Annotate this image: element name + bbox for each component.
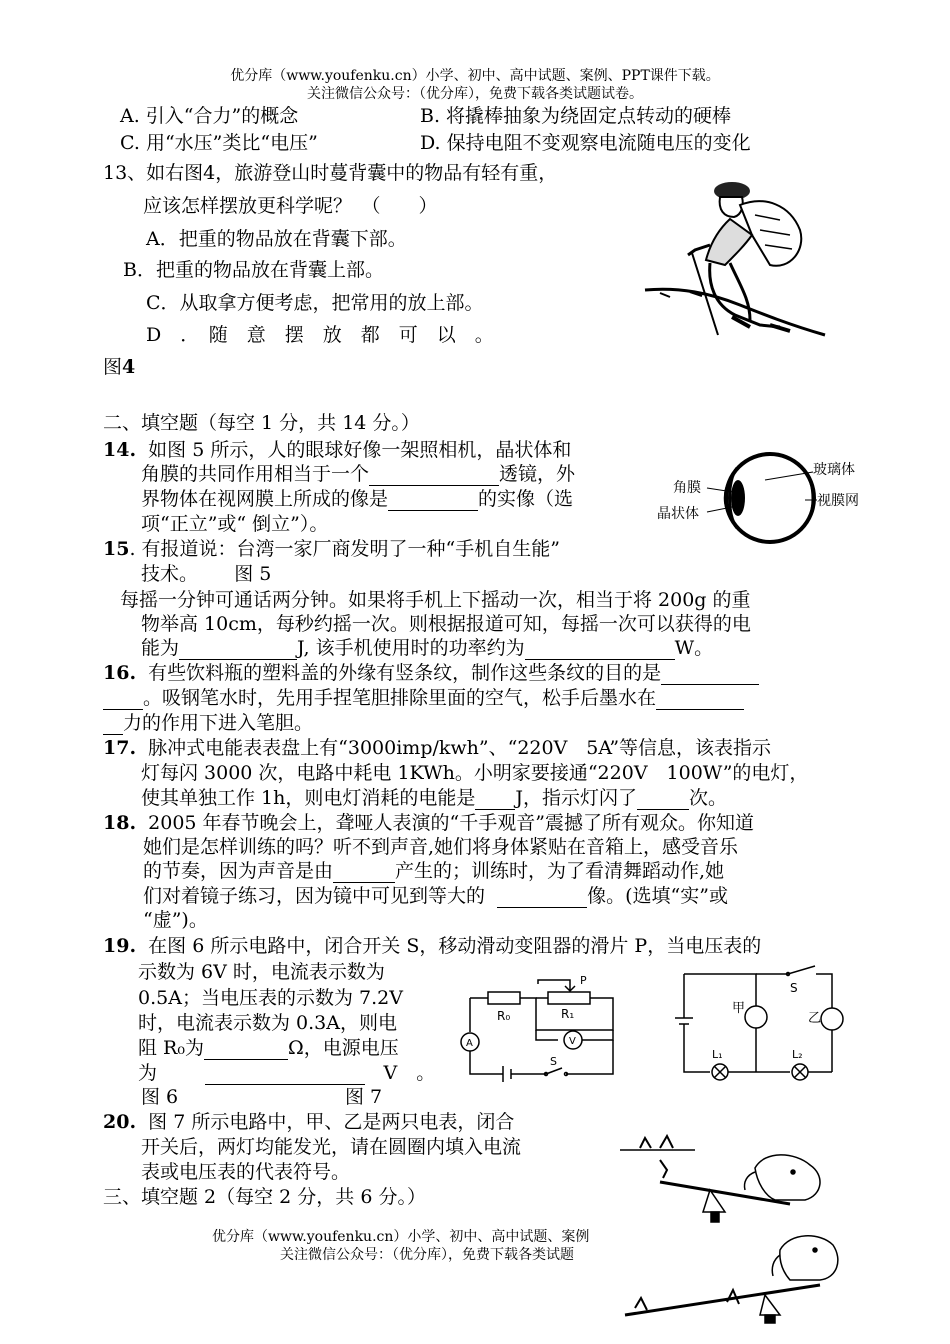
q18-text-3b: 产生的；训练时，为了看清舞蹈动作,她 (395, 860, 725, 882)
q18-text-4b: 像。(选填“实”或 (587, 885, 728, 907)
q15-number: 15 (103, 538, 130, 560)
label-s: S (550, 1055, 557, 1068)
label-r1: R₁ (561, 1007, 575, 1021)
eye-figure (655, 450, 870, 555)
q17-text-3a: 使其单独工作 1h，则电灯消耗的电能是 (141, 787, 476, 809)
seesaw-figure (615, 1120, 845, 1330)
q12-option-d: D. 保持电阻不变观察电流随电压的变化 (420, 132, 751, 154)
hiker-figure (640, 175, 830, 345)
q15-blank-2[interactable] (525, 641, 675, 660)
q13-line-1: 13、如右图4，旅游登山时蔓背囊中的物品有轻有重， (103, 162, 558, 184)
header-line-1: 优分库（www.youfenku.cn）小学、初中、高中试题、案例、PPT课件下载。 (230, 68, 720, 84)
q15-text-5b: J, 该手机使用时的功率约为 (297, 637, 525, 659)
q18-line-5: “虚”)。 (143, 909, 208, 931)
q20-line-1 (103, 1110, 514, 1134)
q13-option-b: B．把重的物品放在背囊上部。 (123, 259, 384, 281)
eye-label-retina: 视膜网 (817, 493, 859, 509)
q20-line-3: 表或电压表的代表符号。 (141, 1161, 351, 1183)
q14-line-1 (103, 438, 571, 462)
footer-line-1: 优分库（www.youfenku.cn）小学、初中、高中试题、案例 (212, 1229, 590, 1245)
q18-line-1 (103, 811, 754, 835)
q17-line-3 (141, 786, 727, 810)
q16-blank-2b[interactable] (103, 716, 123, 735)
q19-fig7-caption: 图 7 (345, 1086, 383, 1108)
q13-option-a: A．把重的物品放在背囊下部。 (146, 228, 407, 250)
q16-blank-1a[interactable] (661, 666, 759, 685)
q16-line-1 (103, 661, 759, 685)
q16-text-2a: 。吸钢笔水时，先用手捏笔胆排除里面的空气，松手后墨水在 (143, 687, 657, 709)
circuit-figure-7 (670, 962, 850, 1084)
q19-text-6b: V 。 (383, 1062, 436, 1084)
q18-number: 18. (103, 812, 137, 834)
label-yi: 乙 (808, 1011, 822, 1026)
q17-line-2: 灯每闪 3000 次，电路中耗电 1KWh。小明家要接通“220V 100W”的电灯， (141, 762, 809, 784)
q20-line-2: 开关后，两灯均能发光，请在圆圈内填入电流 (141, 1136, 522, 1158)
q16-number: 16. (103, 662, 137, 684)
q18-line-2: 她们是怎样训练的吗？听不到声音,她们将身体紧贴在音箱上，感受音乐 (143, 836, 739, 858)
q14-text-3b: 的实像（选 (478, 488, 574, 510)
q16-blank-1b[interactable] (103, 691, 143, 710)
label-r0: R₀ (497, 1009, 511, 1023)
voltmeter-symbol: V (569, 1036, 576, 1047)
q12-option-a: A. 引入“合力”的概念 (120, 105, 299, 127)
section-2-title: 二、填空题（每空 1 分，共 14 分。） (103, 412, 420, 434)
q17-text-3c: 次。 (689, 787, 728, 809)
q19-fig6-caption: 图 6 (141, 1086, 179, 1108)
fig-label: 图 (103, 356, 123, 378)
ammeter-symbol: A (466, 1038, 473, 1049)
label-p: P (580, 974, 587, 987)
q19-line-4: 时，电流表示数为 0.3A，则电 (138, 1012, 397, 1034)
label-l2: L₂ (792, 1048, 803, 1061)
label-l1: L₁ (712, 1048, 723, 1061)
q14-blank-2[interactable] (388, 492, 478, 511)
q19-number: 19. (103, 935, 137, 957)
q14-text-2a: 角膜的共同作用相当于一个 (141, 463, 370, 485)
q18-blank-2[interactable] (497, 889, 587, 908)
q15-figure-caption: 图 5 (234, 563, 272, 585)
q19-text-5a: 阻 R₀为 (138, 1037, 204, 1059)
q19-text-5b: Ω，电源电压 (287, 1037, 399, 1059)
eye-label-cornea: 角膜 (673, 480, 701, 496)
header-line-2: 关注微信公众号：（优分库），免费下载各类试题试卷。 (307, 86, 643, 102)
section-3-title: 三、填空题 2（每空 2 分，共 6 分。） (103, 1186, 426, 1208)
q17-text-3b: J，指示灯闪了 (515, 787, 637, 809)
q16-line-2 (103, 686, 744, 710)
q19-line-2: 示数为 6V 时，电流表示数为 (138, 961, 385, 983)
q17-line-1 (103, 736, 771, 760)
q19-text-1: 在图 6 所示电路中，闭合开关 S，移动滑动变阻器的滑片 P，当电压表的 (148, 935, 762, 957)
q15-text-1: . 有报道说：台湾一家厂商发明了一种“手机自生能” (129, 538, 560, 560)
label-jia: 甲 (732, 1001, 746, 1016)
label-switch: S (790, 981, 798, 995)
q19-line-5 (138, 1036, 399, 1060)
q19-line-1 (103, 934, 761, 958)
q14-text-2b: 透镜，外 (499, 463, 576, 485)
q13-option-c: C．从取拿方便考虑，把常用的放上部。 (146, 292, 484, 314)
q14-blank-1[interactable] (369, 467, 499, 486)
q15-line-4: 物举高 10cm，每秒约摇一次。则根据报道可知，每摇一次可以获得的电 (141, 613, 751, 635)
q16-text-3: 力的作用下进入笔胆。 (123, 712, 314, 734)
q17-text-1: 脉冲式电能表表盘上有“3000imp/kwh”、“220V 5A”等信息，该表指示 (148, 737, 772, 759)
q14-line-4: 项“正立”或“ 倒立”）。 (141, 513, 329, 535)
q16-text-1: 有些饮料瓶的塑料盖的外缘有竖条纹，制作这些条纹的目的是 (148, 662, 662, 684)
q19-text-6a: 为 (138, 1062, 158, 1084)
eye-label-lens: 晶状体 (657, 506, 699, 522)
q14-line-2 (141, 462, 575, 486)
fig-number: 4 (122, 356, 136, 378)
q20-number: 20. (103, 1111, 137, 1133)
q18-text-4a: 们对着镜子练习，因为镜中可见到等大的 (143, 885, 486, 907)
q18-blank-1[interactable] (333, 864, 395, 883)
q16-line-3 (103, 711, 313, 735)
q19-blank-2[interactable] (205, 1066, 365, 1085)
q15-text-2a: 技术。 (141, 563, 199, 585)
q18-line-3 (143, 859, 724, 883)
footer-line-2: 关注微信公众号：（优分库），免费下载各类试题 (280, 1247, 574, 1263)
q13-figure-caption (103, 355, 135, 379)
q15-text-5a: 能为 (141, 637, 180, 659)
q16-blank-2a[interactable] (656, 691, 744, 710)
q14-text-3a: 界物体在视网膜上所成的像是 (141, 488, 389, 510)
q19-line-6 (138, 1061, 435, 1085)
q13-line-2: 应该怎样摆放更科学呢？ （ ） (143, 195, 438, 217)
q17-blank-2[interactable] (637, 791, 689, 810)
q13-option-d: D ． 随 意 摆 放 都 可 以 。 (146, 324, 494, 346)
q17-blank-1[interactable] (475, 791, 515, 810)
q15-line-1 (103, 537, 560, 561)
q18-text-1: 2005 年春节晚会上，聋哑人表演的“千手观音”震撼了所有观众。你知道 (148, 812, 754, 834)
q15-line-5 (141, 636, 713, 660)
q19-blank-1[interactable] (204, 1041, 288, 1060)
q12-option-c: C. 用“水压”类比“电压” (120, 132, 318, 154)
q15-line-2 (141, 562, 271, 586)
eye-label-vitreous: 玻璃体 (813, 462, 855, 478)
q18-text-3a: 的节奏，因为声音是由 (143, 860, 334, 882)
q20-text-1: 图 7 所示电路中，甲、乙是两只电表，闭合 (148, 1111, 515, 1133)
q19-line-3: 0.5A；当电压表的示数为 7.2V (138, 987, 403, 1009)
q15-line-3: 每摇一分钟可通话两分钟。如果将手机上下摇动一次，相当于将 200g 的重 (120, 589, 751, 611)
q12-option-b: B. 将撬棒抽象为绕固定点转动的硬棒 (420, 105, 732, 127)
q17-number: 17. (103, 737, 137, 759)
q15-text-5c: W。 (674, 637, 714, 659)
q15-blank-1[interactable] (179, 641, 297, 660)
q14-text-1: 如图 5 所示，人的眼球好像一架照相机，晶状体和 (148, 439, 572, 461)
circuit-figure-6 (458, 970, 628, 1082)
q14-line-3 (141, 487, 573, 511)
q14-number: 14. (103, 439, 137, 461)
q18-line-4 (143, 884, 728, 908)
